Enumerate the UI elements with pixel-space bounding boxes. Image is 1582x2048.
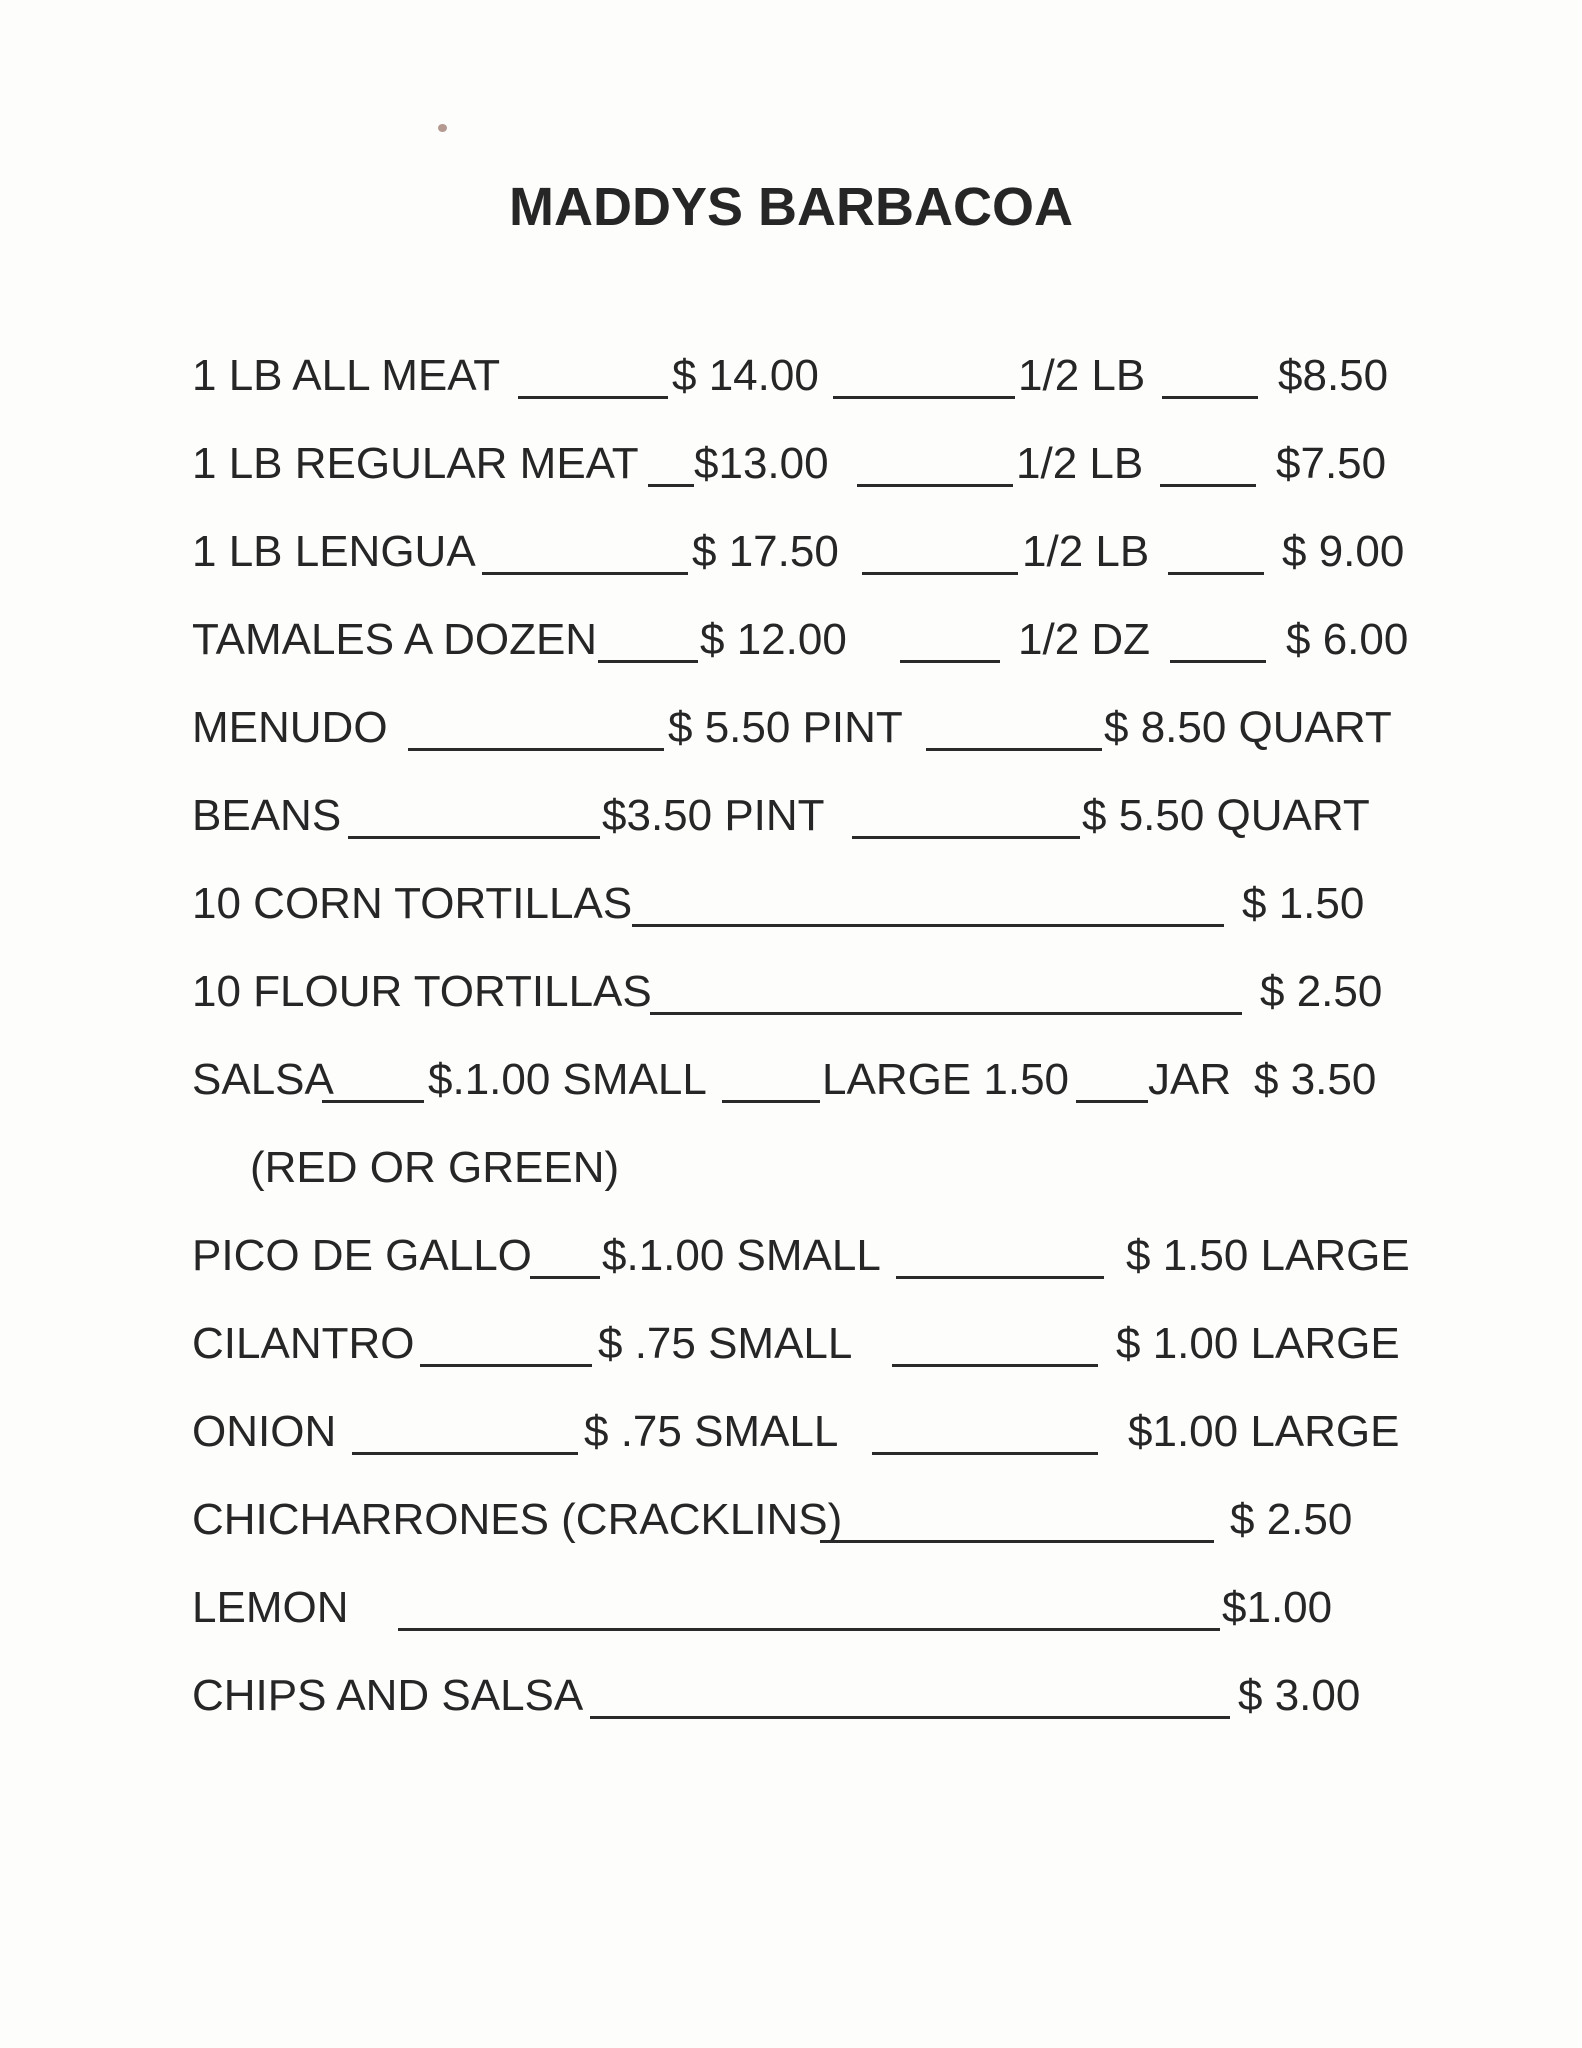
blank-line [530, 1276, 600, 1279]
item-name: LEMON [192, 1583, 349, 1632]
item-price: $ 2.50 [1260, 967, 1383, 1016]
blank-line [1170, 660, 1266, 663]
pint-price: $ 5.50 PINT [668, 703, 903, 752]
item-name: CHIPS AND SALSA [192, 1671, 584, 1720]
large-price: $1.00 LARGE [1128, 1407, 1400, 1456]
half-size-label: 1/2 LB [1022, 527, 1150, 576]
blank-line [1162, 396, 1258, 399]
item-name: SALSA [192, 1055, 334, 1104]
blank-line [322, 1100, 424, 1103]
blank-line [408, 748, 664, 751]
half-size-price: $7.50 [1276, 439, 1387, 488]
blank-line [398, 1628, 1220, 1631]
blank-line [632, 924, 1224, 927]
blank-line [598, 660, 698, 663]
small-price: $ .75 SMALL [584, 1407, 839, 1456]
blank-line [926, 748, 1102, 751]
item-price: $1.00 [1222, 1583, 1333, 1632]
item-price: $ 1.50 [1242, 879, 1365, 928]
blank-line [892, 1364, 1098, 1367]
item-price: $ 2.50 [1230, 1495, 1353, 1544]
blank-line [872, 1452, 1098, 1455]
blank-line [722, 1100, 820, 1103]
blank-line [1076, 1100, 1148, 1103]
half-size-label: 1/2 DZ [1018, 615, 1151, 664]
jar-label: JAR [1148, 1055, 1232, 1104]
quart-price: $ 8.50 QUART [1104, 703, 1392, 752]
blank-line [590, 1716, 1230, 1719]
blank-line [420, 1364, 592, 1367]
item-name: 1 LB LENGUA [192, 527, 476, 576]
blank-line [820, 1540, 1214, 1543]
blank-line [896, 1276, 1104, 1279]
paper-speck [438, 124, 447, 132]
item-name: ONION [192, 1407, 337, 1456]
small-price: $.1.00 SMALL [428, 1055, 707, 1104]
blank-line [650, 1012, 1242, 1015]
item-name: CILANTRO [192, 1319, 415, 1368]
item-name: 1 LB ALL MEAT [192, 351, 501, 400]
blank-line [862, 572, 1018, 575]
item-name: BEANS [192, 791, 342, 840]
item-name: MENUDO [192, 703, 388, 752]
item-name: CHICHARRONES (CRACKLINS) [192, 1495, 843, 1544]
large-price: $ 1.50 LARGE [1126, 1231, 1410, 1280]
item-price: $ 14.00 [672, 351, 819, 400]
half-size-label: 1/2 LB [1018, 351, 1146, 400]
blank-line [352, 1452, 578, 1455]
half-size-price: $8.50 [1278, 351, 1389, 400]
blank-line [482, 572, 688, 575]
item-price: $ 17.50 [692, 527, 839, 576]
quart-price: $ 5.50 QUART [1082, 791, 1370, 840]
item-price: $ 12.00 [700, 615, 847, 664]
item-name: 1 LB REGULAR MEAT [192, 439, 639, 488]
jar-price: $ 3.50 [1254, 1055, 1377, 1104]
large-price: LARGE 1.50 [822, 1055, 1070, 1104]
salsa-options-text: (RED OR GREEN) [250, 1143, 620, 1192]
blank-line [857, 484, 1013, 487]
half-size-label: 1/2 LB [1016, 439, 1144, 488]
item-name: PICO DE GALLO [192, 1231, 532, 1280]
item-name: TAMALES A DOZEN [192, 615, 598, 664]
large-price: $ 1.00 LARGE [1116, 1319, 1400, 1368]
item-price: $ 3.00 [1238, 1671, 1361, 1720]
item-price: $13.00 [694, 439, 829, 488]
blank-line [518, 396, 668, 399]
blank-line [852, 836, 1080, 839]
blank-line [1168, 572, 1264, 575]
blank-line [648, 484, 694, 487]
blank-line [348, 836, 600, 839]
item-name: 10 CORN TORTILLAS [192, 879, 633, 928]
blank-line [833, 396, 1015, 399]
half-size-price: $ 9.00 [1282, 527, 1405, 576]
small-price: $ .75 SMALL [598, 1319, 853, 1368]
small-price: $.1.00 SMALL [602, 1231, 881, 1280]
blank-line [900, 660, 1000, 663]
item-name: 10 FLOUR TORTILLAS [192, 967, 652, 1016]
pint-price: $3.50 PINT [602, 791, 825, 840]
blank-line [1160, 484, 1256, 487]
menu-title: MADDYS BARBACOA [509, 177, 1073, 237]
half-size-price: $ 6.00 [1286, 615, 1409, 664]
